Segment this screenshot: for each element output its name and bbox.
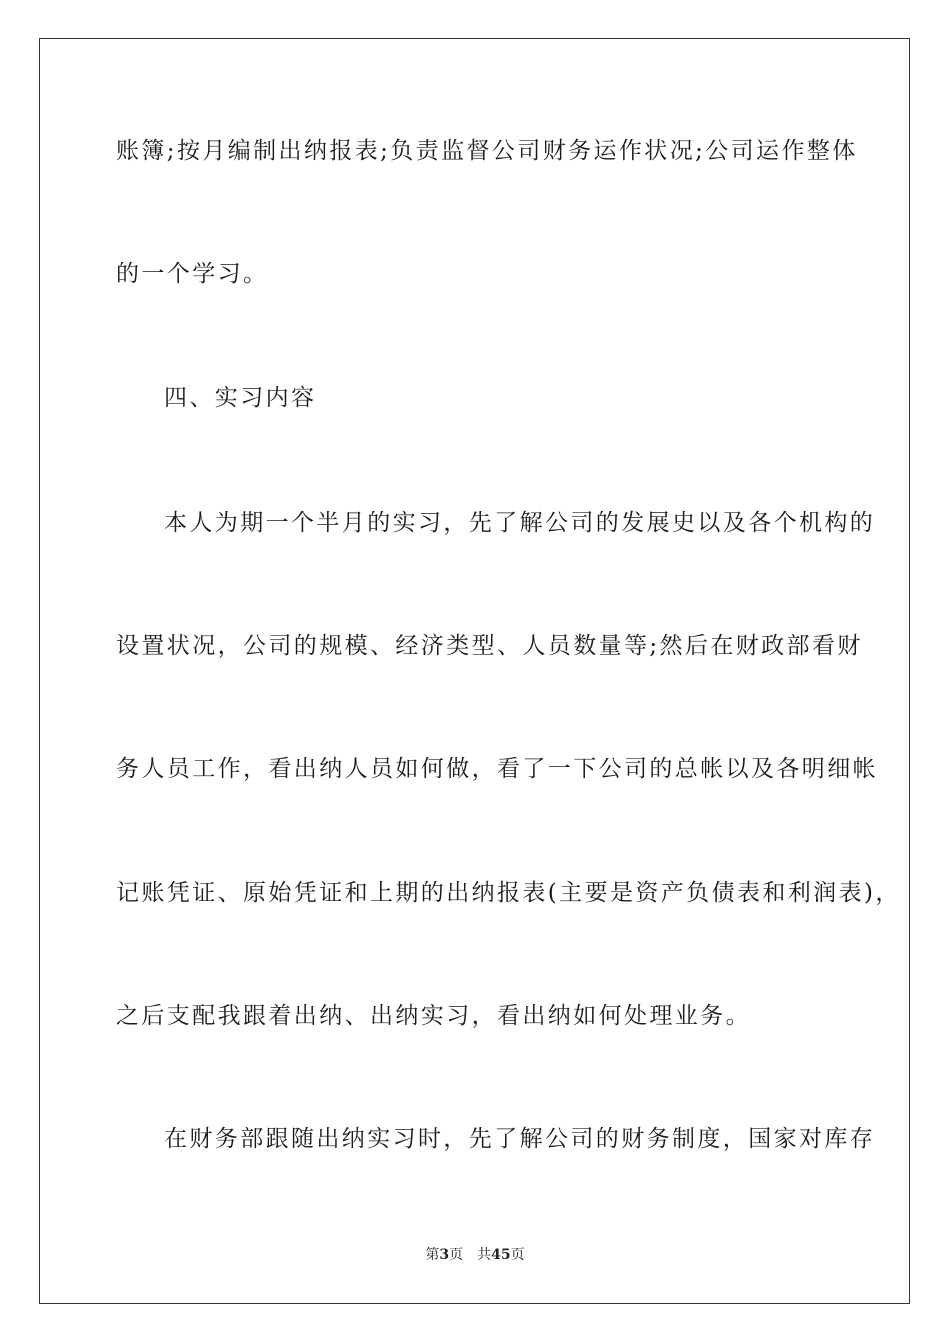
footer-page-suffix: 页 <box>449 1247 464 1263</box>
body-line-8: 在财务部跟随出纳实习时，先了解公司的财务制度，国家对库存 <box>164 1126 876 1152</box>
footer-page-number: 3 <box>439 1247 450 1263</box>
footer-total-pages: 45 <box>491 1247 511 1263</box>
body-line-4: 设置状况，公司的规模、经济类型、人员数量等;然后在财政部看财 <box>116 633 863 659</box>
footer-page-prefix: 第 <box>425 1247 440 1263</box>
section-heading: 四、实习内容 <box>164 385 317 411</box>
body-line-6: 记账凭证、原始凭证和上期的出纳报表(主要是资产负债表和利润表)， <box>116 880 901 906</box>
body-line-2: 的一个学习。 <box>116 261 269 287</box>
body-line-7: 之后支配我跟着出纳、出纳实习，看出纳如何处理业务。 <box>116 1003 751 1029</box>
body-line-1: 账簿;按月编制出纳报表;负责监督公司财务运作状况;公司运作整体 <box>116 138 858 164</box>
footer-total-suffix: 页 <box>510 1247 525 1263</box>
page-border <box>39 38 910 1304</box>
footer-total-prefix: 共 <box>477 1247 492 1263</box>
body-line-5: 务人员工作，看出纳人员如何做，看了一下公司的总帐以及各明细帐 <box>116 756 878 782</box>
page-footer <box>0 1246 950 1264</box>
body-line-3: 本人为期一个半月的实习，先了解公司的发展史以及各个机构的 <box>164 510 876 536</box>
